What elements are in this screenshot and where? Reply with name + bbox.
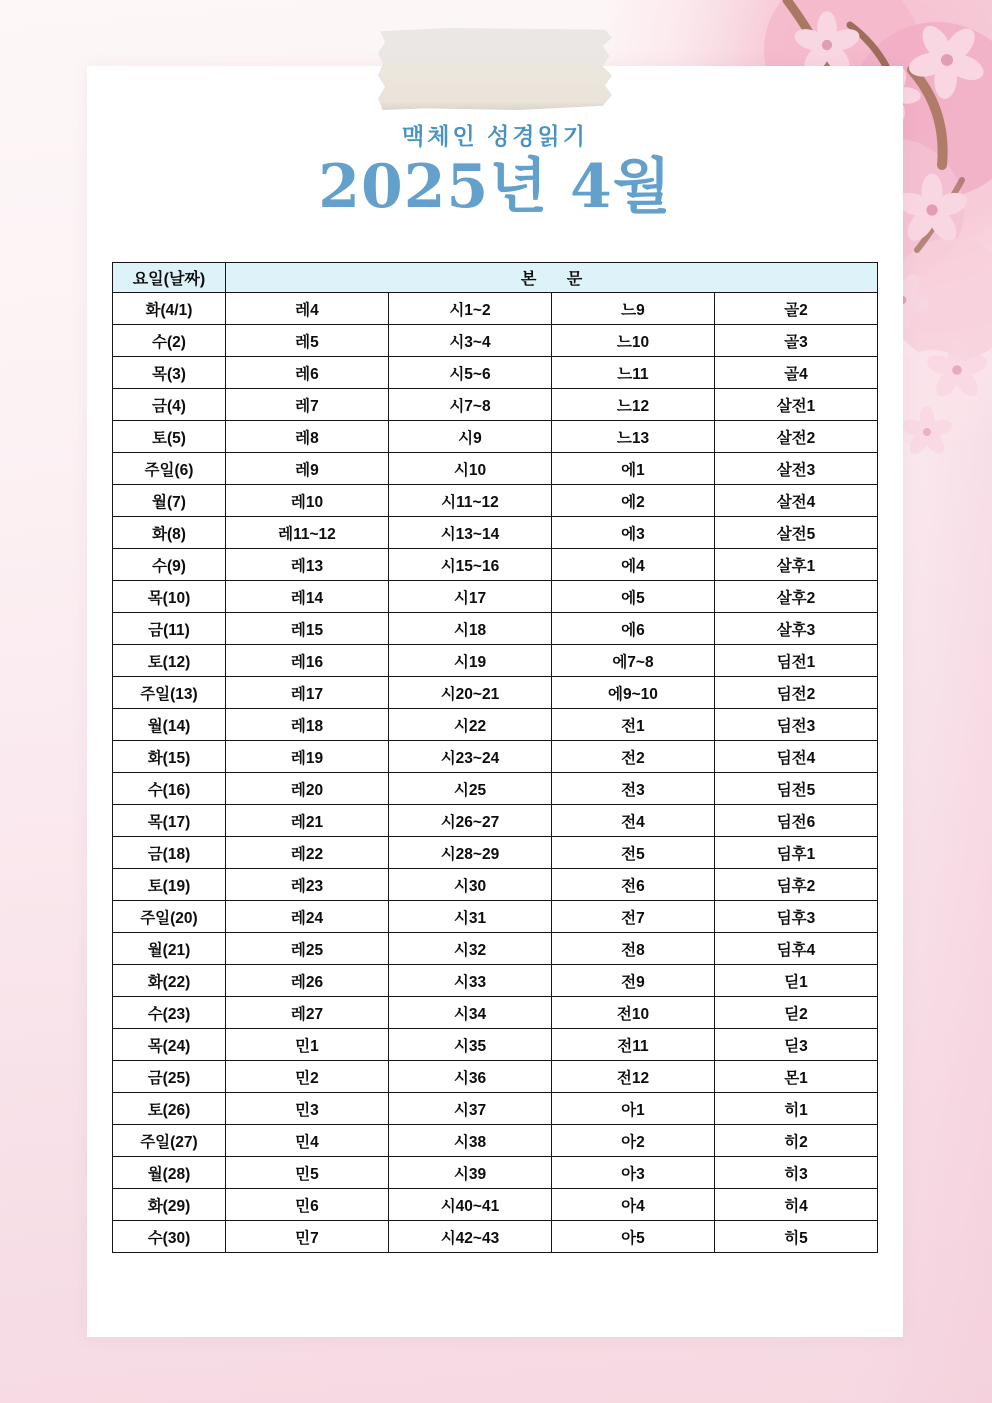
passage-cell-3: 느9 [551, 293, 714, 325]
day-cell: 화(22) [112, 965, 225, 997]
passage-cell-2: 시3~4 [388, 325, 551, 357]
passage-cell-2: 시13~14 [388, 517, 551, 549]
passage-cell-3: 아2 [551, 1125, 714, 1157]
table-row [112, 1061, 877, 1093]
passage-cell-2: 시11~12 [388, 485, 551, 517]
month-title: 2025년 4월 [318, 152, 672, 222]
table-row [112, 581, 877, 613]
table-row [112, 1189, 877, 1221]
passage-cell-4: 딛2 [714, 997, 877, 1029]
passage-cell-4: 골3 [714, 325, 877, 357]
table-row [112, 741, 877, 773]
plan-subtitle: 맥체인 성경읽기 [402, 123, 588, 149]
passage-cell-4: 히2 [714, 1125, 877, 1157]
table-row [112, 1029, 877, 1061]
table-row [112, 293, 877, 325]
passage-cell-1: 레25 [225, 933, 388, 965]
table-row [112, 901, 877, 933]
passage-cell-1: 레15 [225, 613, 388, 645]
passage-cell-1: 레17 [225, 677, 388, 709]
passage-cell-3: 전1 [551, 709, 714, 741]
passage-cell-4: 골4 [714, 357, 877, 389]
passage-cell-1: 레9 [225, 453, 388, 485]
passage-cell-3: 아5 [551, 1221, 714, 1253]
table-header-row [112, 263, 877, 293]
passage-cell-4: 살전2 [714, 421, 877, 453]
passage-cell-3: 에2 [551, 485, 714, 517]
table-row [112, 869, 877, 901]
passage-cell-4: 살전1 [714, 389, 877, 421]
passage-cell-1: 레26 [225, 965, 388, 997]
day-cell: 금(4) [112, 389, 225, 421]
passage-cell-4: 히3 [714, 1157, 877, 1189]
day-cell: 월(21) [112, 933, 225, 965]
day-cell: 목(17) [112, 805, 225, 837]
passage-cell-3: 전8 [551, 933, 714, 965]
passage-cell-3: 전11 [551, 1029, 714, 1061]
passage-cell-1: 민4 [225, 1125, 388, 1157]
passage-cell-2: 시22 [388, 709, 551, 741]
table-row [112, 1125, 877, 1157]
passage-cell-1: 레6 [225, 357, 388, 389]
passage-cell-1: 레5 [225, 325, 388, 357]
day-cell: 수(9) [112, 549, 225, 581]
day-cell: 월(7) [112, 485, 225, 517]
passage-cell-3: 전4 [551, 805, 714, 837]
passage-cell-3: 에9~10 [551, 677, 714, 709]
passage-cell-1: 민2 [225, 1061, 388, 1093]
passage-cell-1: 민7 [225, 1221, 388, 1253]
day-cell: 금(18) [112, 837, 225, 869]
table-row [112, 549, 877, 581]
passage-cell-4: 살전4 [714, 485, 877, 517]
passage-cell-1: 레8 [225, 421, 388, 453]
day-cell: 수(30) [112, 1221, 225, 1253]
passage-cell-1: 레22 [225, 837, 388, 869]
day-cell: 수(2) [112, 325, 225, 357]
passage-cell-2: 시5~6 [388, 357, 551, 389]
passage-cell-2: 시10 [388, 453, 551, 485]
passage-cell-1: 레19 [225, 741, 388, 773]
day-cell: 금(25) [112, 1061, 225, 1093]
passage-cell-4: 히1 [714, 1093, 877, 1125]
table-row [112, 645, 877, 677]
table-row [112, 325, 877, 357]
passage-cell-4: 히4 [714, 1189, 877, 1221]
passage-cell-2: 시42~43 [388, 1221, 551, 1253]
passage-cell-2: 시35 [388, 1029, 551, 1061]
passage-cell-3: 아4 [551, 1189, 714, 1221]
passage-cell-4: 몬1 [714, 1061, 877, 1093]
table-row [112, 805, 877, 837]
passage-cell-1: 레23 [225, 869, 388, 901]
passage-cell-4: 딤후4 [714, 933, 877, 965]
table-row [112, 709, 877, 741]
day-cell: 목(3) [112, 357, 225, 389]
day-cell: 주일(13) [112, 677, 225, 709]
table-row [112, 453, 877, 485]
table-row [112, 1157, 877, 1189]
day-cell: 화(15) [112, 741, 225, 773]
day-cell: 토(19) [112, 869, 225, 901]
passage-cell-4: 딤전2 [714, 677, 877, 709]
passage-cell-1: 레7 [225, 389, 388, 421]
day-cell: 토(5) [112, 421, 225, 453]
passage-cell-2: 시31 [388, 901, 551, 933]
passage-cell-3: 에3 [551, 517, 714, 549]
table-row [112, 613, 877, 645]
table-row [112, 1093, 877, 1125]
table-row [112, 357, 877, 389]
passage-cell-3: 전3 [551, 773, 714, 805]
passage-cell-4: 딤전3 [714, 709, 877, 741]
passage-cell-4: 딤후1 [714, 837, 877, 869]
passage-cell-2: 시32 [388, 933, 551, 965]
day-cell: 수(23) [112, 997, 225, 1029]
passage-cell-2: 시28~29 [388, 837, 551, 869]
passage-cell-2: 시19 [388, 645, 551, 677]
passage-cell-1: 레13 [225, 549, 388, 581]
passage-cell-4: 살후2 [714, 581, 877, 613]
passage-cell-1: 레10 [225, 485, 388, 517]
passage-cell-3: 느11 [551, 357, 714, 389]
passage-cell-2: 시40~41 [388, 1189, 551, 1221]
passage-cell-3: 전9 [551, 965, 714, 997]
passage-cell-2: 시18 [388, 613, 551, 645]
passage-cell-3: 전12 [551, 1061, 714, 1093]
passage-cell-2: 시37 [388, 1093, 551, 1125]
day-cell: 목(24) [112, 1029, 225, 1061]
passage-cell-3: 느12 [551, 389, 714, 421]
passage-cell-3: 느13 [551, 421, 714, 453]
passage-cell-1: 레20 [225, 773, 388, 805]
passage-cell-4: 살후3 [714, 613, 877, 645]
passage-cell-2: 시25 [388, 773, 551, 805]
passage-cell-4: 딛1 [714, 965, 877, 997]
passage-cell-2: 시38 [388, 1125, 551, 1157]
passage-cell-3: 에1 [551, 453, 714, 485]
passage-cell-1: 민3 [225, 1093, 388, 1125]
passage-cell-1: 민5 [225, 1157, 388, 1189]
passage-cell-3: 전6 [551, 869, 714, 901]
day-cell: 주일(27) [112, 1125, 225, 1157]
passage-cell-1: 민1 [225, 1029, 388, 1061]
passage-cell-3: 에5 [551, 581, 714, 613]
passage-cell-3: 느10 [551, 325, 714, 357]
day-cell: 토(26) [112, 1093, 225, 1125]
passage-cell-2: 시33 [388, 965, 551, 997]
passage-cell-4: 살전5 [714, 517, 877, 549]
passage-cell-1: 레24 [225, 901, 388, 933]
passage-cell-1: 레14 [225, 581, 388, 613]
passage-cell-3: 아3 [551, 1157, 714, 1189]
day-cell: 주일(6) [112, 453, 225, 485]
table-body [112, 293, 877, 1253]
passage-cell-2: 시1~2 [388, 293, 551, 325]
passage-cell-2: 시20~21 [388, 677, 551, 709]
table-row [112, 965, 877, 997]
passage-cell-2: 시30 [388, 869, 551, 901]
passage-cell-2: 시36 [388, 1061, 551, 1093]
passage-cell-4: 딤전6 [714, 805, 877, 837]
table-row [112, 933, 877, 965]
passage-cell-1: 레4 [225, 293, 388, 325]
column-header-day: 요일(날짜) [112, 263, 225, 293]
day-cell: 주일(20) [112, 901, 225, 933]
passage-cell-3: 에6 [551, 613, 714, 645]
passage-cell-4: 딤후2 [714, 869, 877, 901]
day-cell: 화(29) [112, 1189, 225, 1221]
passage-cell-2: 시34 [388, 997, 551, 1029]
passage-cell-2: 시9 [388, 421, 551, 453]
table-row [112, 837, 877, 869]
passage-cell-3: 에7~8 [551, 645, 714, 677]
table-row [112, 485, 877, 517]
reading-schedule-table [112, 262, 878, 1253]
passage-cell-2: 시15~16 [388, 549, 551, 581]
passage-cell-3: 전10 [551, 997, 714, 1029]
washi-tape [378, 28, 612, 110]
passage-cell-4: 살전3 [714, 453, 877, 485]
day-cell: 월(14) [112, 709, 225, 741]
passage-cell-3: 에4 [551, 549, 714, 581]
passage-cell-3: 아1 [551, 1093, 714, 1125]
passage-cell-1: 레11~12 [225, 517, 388, 549]
day-cell: 목(10) [112, 581, 225, 613]
passage-cell-2: 시23~24 [388, 741, 551, 773]
table-row [112, 1221, 877, 1253]
passage-cell-4: 딤전1 [714, 645, 877, 677]
column-header-passage: 본 문 [225, 263, 877, 293]
passage-cell-2: 시7~8 [388, 389, 551, 421]
passage-cell-2: 시39 [388, 1157, 551, 1189]
day-cell: 화(8) [112, 517, 225, 549]
passage-cell-4: 딤전4 [714, 741, 877, 773]
day-cell: 화(4/1) [112, 293, 225, 325]
passage-cell-4: 딛3 [714, 1029, 877, 1061]
passage-cell-1: 레21 [225, 805, 388, 837]
passage-cell-1: 민6 [225, 1189, 388, 1221]
table-row [112, 773, 877, 805]
passage-cell-4: 히5 [714, 1221, 877, 1253]
day-cell: 월(28) [112, 1157, 225, 1189]
passage-cell-3: 전2 [551, 741, 714, 773]
passage-cell-2: 시17 [388, 581, 551, 613]
table-row [112, 517, 877, 549]
passage-cell-3: 전7 [551, 901, 714, 933]
passage-cell-2: 시26~27 [388, 805, 551, 837]
passage-cell-1: 레18 [225, 709, 388, 741]
table-row [112, 421, 877, 453]
passage-cell-4: 골2 [714, 293, 877, 325]
passage-cell-3: 전5 [551, 837, 714, 869]
table-row [112, 389, 877, 421]
passage-cell-1: 레16 [225, 645, 388, 677]
passage-cell-4: 딤후3 [714, 901, 877, 933]
day-cell: 금(11) [112, 613, 225, 645]
day-cell: 수(16) [112, 773, 225, 805]
passage-cell-4: 살후1 [714, 549, 877, 581]
table-row [112, 997, 877, 1029]
page-card [87, 66, 903, 1337]
passage-cell-4: 딤전5 [714, 773, 877, 805]
passage-cell-1: 레27 [225, 997, 388, 1029]
day-cell: 토(12) [112, 645, 225, 677]
table-row [112, 677, 877, 709]
